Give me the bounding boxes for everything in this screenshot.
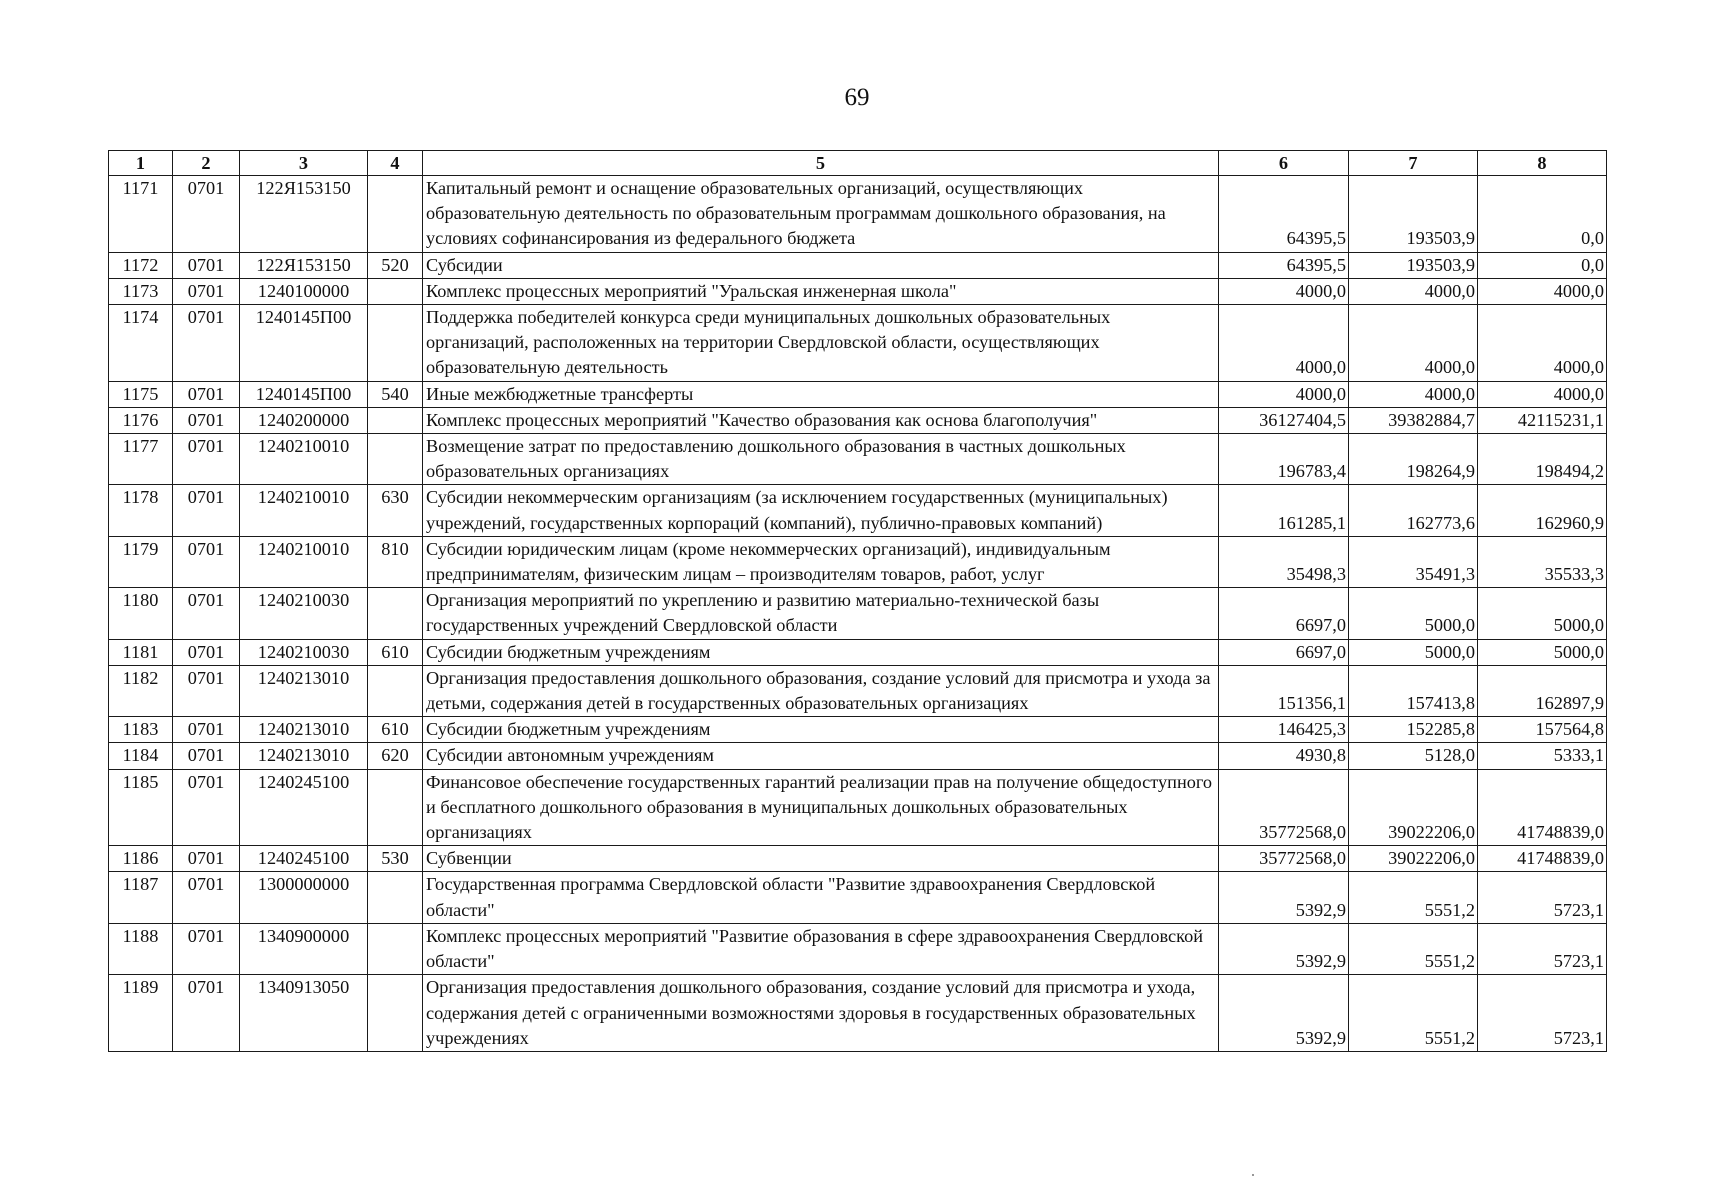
amount-col7-cell: 162773,6 <box>1349 485 1478 536</box>
section-code-cell: 0701 <box>173 407 240 433</box>
amount-col8-cell: 35533,3 <box>1478 536 1607 587</box>
target-code-cell: 1240213010 <box>240 743 368 769</box>
table-row <box>109 252 1607 278</box>
amount-col7-cell: 5128,0 <box>1349 743 1478 769</box>
item-name-cell: Субсидии автономным учреждениям <box>423 743 1219 769</box>
amount-col8-cell: 4000,0 <box>1478 305 1607 382</box>
table-row <box>109 381 1607 407</box>
table-row <box>109 305 1607 382</box>
target-code-cell: 122Я153150 <box>240 176 368 253</box>
amount-col6-cell: 36127404,5 <box>1219 407 1349 433</box>
amount-col8-cell: 5723,1 <box>1478 923 1607 974</box>
section-code-cell: 0701 <box>173 717 240 743</box>
item-name-cell: Комплекс процессных мероприятий "Развитие образования в сфере здравоохранения Свердловской области" <box>423 923 1219 974</box>
expense-type-cell <box>368 176 423 253</box>
section-code-cell: 0701 <box>173 743 240 769</box>
amount-col7-cell: 198264,9 <box>1349 434 1478 485</box>
amount-col8-cell: 4000,0 <box>1478 278 1607 304</box>
section-code-cell: 0701 <box>173 176 240 253</box>
amount-col7-cell: 157413,8 <box>1349 665 1478 716</box>
expense-type-cell <box>368 588 423 639</box>
header-cell-1: 1 <box>109 151 173 176</box>
target-code-cell: 1340913050 <box>240 975 368 1052</box>
amount-col8-cell: 162897,9 <box>1478 665 1607 716</box>
expense-type-cell <box>368 872 423 923</box>
amount-col6-cell: 161285,1 <box>1219 485 1349 536</box>
row-number-cell: 1183 <box>109 717 173 743</box>
section-code-cell: 0701 <box>173 278 240 304</box>
row-number-cell: 1187 <box>109 872 173 923</box>
row-number-cell: 1174 <box>109 305 173 382</box>
section-code-cell: 0701 <box>173 639 240 665</box>
target-code-cell: 1240100000 <box>240 278 368 304</box>
amount-col6-cell: 4000,0 <box>1219 278 1349 304</box>
amount-col7-cell: 39382884,7 <box>1349 407 1478 433</box>
amount-col6-cell: 151356,1 <box>1219 665 1349 716</box>
table-row <box>109 485 1607 536</box>
section-code-cell: 0701 <box>173 588 240 639</box>
item-name-cell: Иные межбюджетные трансферты <box>423 381 1219 407</box>
item-name-cell: Субсидии некоммерческим организациям (за исключением государственных (муниципальных) учреждений, государственных корпораций (компаний), публично-правовых компаний) <box>423 485 1219 536</box>
target-code-cell: 1240200000 <box>240 407 368 433</box>
page-number: 69 <box>844 84 870 111</box>
row-number-cell: 1189 <box>109 975 173 1052</box>
table-row <box>109 717 1607 743</box>
target-code-cell: 1240245100 <box>240 769 368 846</box>
row-number-cell: 1171 <box>109 176 173 253</box>
row-number-cell: 1188 <box>109 923 173 974</box>
amount-col8-cell: 162960,9 <box>1478 485 1607 536</box>
target-code-cell: 1240210030 <box>240 639 368 665</box>
budget-table <box>108 150 1607 1052</box>
target-code-cell: 1240213010 <box>240 717 368 743</box>
target-code-cell: 1240145П00 <box>240 305 368 382</box>
target-code-cell: 122Я153150 <box>240 252 368 278</box>
expense-type-cell: 620 <box>368 743 423 769</box>
table-row <box>109 923 1607 974</box>
amount-col8-cell: 5723,1 <box>1478 975 1607 1052</box>
amount-col7-cell: 39022206,0 <box>1349 846 1478 872</box>
amount-col7-cell: 4000,0 <box>1349 305 1478 382</box>
header-cell-2: 2 <box>173 151 240 176</box>
header-row <box>109 151 1607 176</box>
amount-col6-cell: 196783,4 <box>1219 434 1349 485</box>
item-name-cell: Организация мероприятий по укреплению и развитию материально-технической базы государственных учреждений Свердловской области <box>423 588 1219 639</box>
target-code-cell: 1240145П00 <box>240 381 368 407</box>
section-code-cell: 0701 <box>173 975 240 1052</box>
row-number-cell: 1185 <box>109 769 173 846</box>
amount-col6-cell: 5392,9 <box>1219 923 1349 974</box>
target-code-cell: 1240210010 <box>240 536 368 587</box>
amount-col7-cell: 35491,3 <box>1349 536 1478 587</box>
amount-col6-cell: 4000,0 <box>1219 305 1349 382</box>
table-row <box>109 176 1607 253</box>
section-code-cell: 0701 <box>173 769 240 846</box>
table-row <box>109 536 1607 587</box>
item-name-cell: Субсидии <box>423 252 1219 278</box>
expense-type-cell: 610 <box>368 639 423 665</box>
amount-col6-cell: 35498,3 <box>1219 536 1349 587</box>
table-row <box>109 769 1607 846</box>
header-cell-3: 3 <box>240 151 368 176</box>
amount-col6-cell: 64395,5 <box>1219 176 1349 253</box>
amount-col6-cell: 5392,9 <box>1219 975 1349 1052</box>
table-row <box>109 975 1607 1052</box>
item-name-cell: Поддержка победителей конкурса среди муниципальных дошкольных образовательных организаций, расположенных на территории Свердловской области, осуществляющих образовательную деятельность <box>423 305 1219 382</box>
table-header <box>109 151 1607 176</box>
item-name-cell: Субвенции <box>423 846 1219 872</box>
amount-col6-cell: 5392,9 <box>1219 872 1349 923</box>
expense-type-cell <box>368 407 423 433</box>
table-row <box>109 434 1607 485</box>
amount-col7-cell: 5551,2 <box>1349 923 1478 974</box>
expense-type-cell <box>368 305 423 382</box>
section-code-cell: 0701 <box>173 252 240 278</box>
amount-col7-cell: 39022206,0 <box>1349 769 1478 846</box>
expense-type-cell <box>368 769 423 846</box>
item-name-cell: Капитальный ремонт и оснащение образовательных организаций, осуществляющих образовательную деятельность по образовательным программам дошкольного образования, на условиях софинансирования из федерального бюджета <box>423 176 1219 253</box>
header-cell-5: 5 <box>423 151 1219 176</box>
item-name-cell: Субсидии бюджетным учреждениям <box>423 717 1219 743</box>
table-row <box>109 872 1607 923</box>
expense-type-cell: 630 <box>368 485 423 536</box>
header-cell-8: 8 <box>1478 151 1607 176</box>
expense-type-cell <box>368 975 423 1052</box>
target-code-cell: 1240210010 <box>240 434 368 485</box>
header-cell-7: 7 <box>1349 151 1478 176</box>
amount-col8-cell: 5333,1 <box>1478 743 1607 769</box>
amount-col6-cell: 35772568,0 <box>1219 846 1349 872</box>
amount-col7-cell: 193503,9 <box>1349 176 1478 253</box>
expense-type-cell <box>368 665 423 716</box>
amount-col6-cell: 35772568,0 <box>1219 769 1349 846</box>
table-row <box>109 407 1607 433</box>
amount-col7-cell: 4000,0 <box>1349 278 1478 304</box>
row-number-cell: 1182 <box>109 665 173 716</box>
amount-col6-cell: 4000,0 <box>1219 381 1349 407</box>
amount-col7-cell: 193503,9 <box>1349 252 1478 278</box>
row-number-cell: 1177 <box>109 434 173 485</box>
item-name-cell: Финансовое обеспечение государственных гарантий реализации прав на получение общедоступного и бесплатного дошкольного образования в муниципальных дошкольных образовательных организациях <box>423 769 1219 846</box>
table-row <box>109 846 1607 872</box>
header-cell-6: 6 <box>1219 151 1349 176</box>
amount-col8-cell: 157564,8 <box>1478 717 1607 743</box>
row-number-cell: 1181 <box>109 639 173 665</box>
expense-type-cell: 540 <box>368 381 423 407</box>
section-code-cell: 0701 <box>173 872 240 923</box>
table-row <box>109 639 1607 665</box>
item-name-cell: Субсидии бюджетным учреждениям <box>423 639 1219 665</box>
table-row <box>109 665 1607 716</box>
expense-type-cell: 520 <box>368 252 423 278</box>
table-row <box>109 743 1607 769</box>
amount-col8-cell: 198494,2 <box>1478 434 1607 485</box>
section-code-cell: 0701 <box>173 665 240 716</box>
section-code-cell: 0701 <box>173 923 240 974</box>
amount-col6-cell: 4930,8 <box>1219 743 1349 769</box>
amount-col7-cell: 4000,0 <box>1349 381 1478 407</box>
item-name-cell: Государственная программа Свердловской области "Развитие здравоохранения Свердловской области" <box>423 872 1219 923</box>
section-code-cell: 0701 <box>173 434 240 485</box>
row-number-cell: 1178 <box>109 485 173 536</box>
amount-col8-cell: 5723,1 <box>1478 872 1607 923</box>
target-code-cell: 1240245100 <box>240 846 368 872</box>
amount-col8-cell: 0,0 <box>1478 176 1607 253</box>
item-name-cell: Организация предоставления дошкольного образования, создание условий для присмотра и ухода за детьми, содержания детей в государственных образовательных организациях <box>423 665 1219 716</box>
amount-col8-cell: 4000,0 <box>1478 381 1607 407</box>
target-code-cell: 1240210030 <box>240 588 368 639</box>
row-number-cell: 1179 <box>109 536 173 587</box>
item-name-cell: Возмещение затрат по предоставлению дошкольного образования в частных дошкольных образовательных организациях <box>423 434 1219 485</box>
row-number-cell: 1173 <box>109 278 173 304</box>
expense-type-cell: 810 <box>368 536 423 587</box>
row-number-cell: 1172 <box>109 252 173 278</box>
section-code-cell: 0701 <box>173 536 240 587</box>
amount-col8-cell: 41748839,0 <box>1478 846 1607 872</box>
amount-col8-cell: 5000,0 <box>1478 588 1607 639</box>
expense-type-cell: 530 <box>368 846 423 872</box>
amount-col7-cell: 152285,8 <box>1349 717 1478 743</box>
table-row <box>109 588 1607 639</box>
header-cell-4: 4 <box>368 151 423 176</box>
amount-col7-cell: 5000,0 <box>1349 639 1478 665</box>
item-name-cell: Комплекс процессных мероприятий "Качество образования как основа благополучия" <box>423 407 1219 433</box>
scan-speck <box>1252 1174 1254 1176</box>
amount-col8-cell: 42115231,1 <box>1478 407 1607 433</box>
amount-col8-cell: 5000,0 <box>1478 639 1607 665</box>
row-number-cell: 1186 <box>109 846 173 872</box>
target-code-cell: 1240210010 <box>240 485 368 536</box>
section-code-cell: 0701 <box>173 305 240 382</box>
table-body <box>109 176 1607 1052</box>
item-name-cell: Субсидии юридическим лицам (кроме некоммерческих организаций), индивидуальным предпринимателям, физическим лицам – производителям товаров, работ, услуг <box>423 536 1219 587</box>
section-code-cell: 0701 <box>173 846 240 872</box>
target-code-cell: 1300000000 <box>240 872 368 923</box>
expense-type-cell: 610 <box>368 717 423 743</box>
amount-col6-cell: 6697,0 <box>1219 588 1349 639</box>
amount-col7-cell: 5000,0 <box>1349 588 1478 639</box>
amount-col7-cell: 5551,2 <box>1349 872 1478 923</box>
amount-col7-cell: 5551,2 <box>1349 975 1478 1052</box>
amount-col8-cell: 0,0 <box>1478 252 1607 278</box>
amount-col6-cell: 64395,5 <box>1219 252 1349 278</box>
item-name-cell: Организация предоставления дошкольного образования, создание условий для присмотра и ухода, содержания детей с ограниченными возможностями здоровья в государственных образовательных учреждениях <box>423 975 1219 1052</box>
target-code-cell: 1240213010 <box>240 665 368 716</box>
row-number-cell: 1176 <box>109 407 173 433</box>
expense-type-cell <box>368 278 423 304</box>
target-code-cell: 1340900000 <box>240 923 368 974</box>
section-code-cell: 0701 <box>173 485 240 536</box>
expense-type-cell <box>368 434 423 485</box>
amount-col6-cell: 146425,3 <box>1219 717 1349 743</box>
table-row <box>109 278 1607 304</box>
row-number-cell: 1184 <box>109 743 173 769</box>
section-code-cell: 0701 <box>173 381 240 407</box>
amount-col8-cell: 41748839,0 <box>1478 769 1607 846</box>
amount-col6-cell: 6697,0 <box>1219 639 1349 665</box>
row-number-cell: 1175 <box>109 381 173 407</box>
expense-type-cell <box>368 923 423 974</box>
item-name-cell: Комплекс процессных мероприятий "Уральская инженерная школа" <box>423 278 1219 304</box>
row-number-cell: 1180 <box>109 588 173 639</box>
